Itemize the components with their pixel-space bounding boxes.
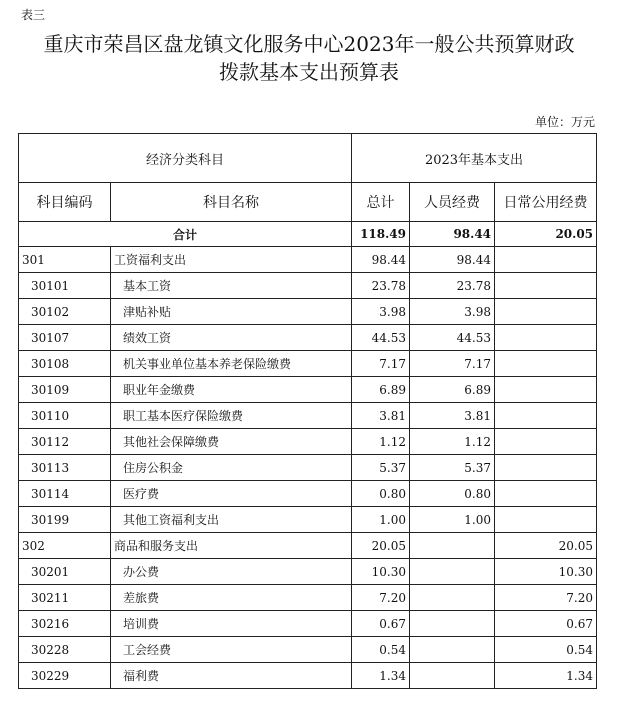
header-name: 科目名称	[111, 183, 352, 222]
cell-public: 0.67	[495, 611, 597, 637]
cell-code: 30107	[19, 325, 111, 351]
cell-personnel: 44.53	[410, 325, 495, 351]
cell-total: 0.80	[352, 481, 410, 507]
cell-total: 1.34	[352, 663, 410, 689]
cell-public: 10.30	[495, 559, 597, 585]
cell-public: 0.54	[495, 637, 597, 663]
header-code: 科目编码	[19, 183, 111, 222]
table-row	[19, 585, 597, 611]
cell-name: 基本工资	[111, 273, 352, 299]
cell-name: 绩效工资	[111, 325, 352, 351]
cell-total: 1.00	[352, 507, 410, 533]
cell-personnel: 7.17	[410, 351, 495, 377]
cell-public	[495, 507, 597, 533]
header-personnel: 人员经费	[410, 183, 495, 222]
cell-public	[495, 481, 597, 507]
table-row	[19, 637, 597, 663]
cell-name: 职工基本医疗保险缴费	[111, 403, 352, 429]
cell-total: 1.12	[352, 429, 410, 455]
cell-public	[495, 273, 597, 299]
cell-personnel: 5.37	[410, 455, 495, 481]
cell-code: 302	[19, 533, 111, 559]
cell-name: 机关事业单位基本养老保险缴费	[111, 351, 352, 377]
table-row	[19, 273, 597, 299]
cell-name: 津贴补贴	[111, 299, 352, 325]
cell-public	[495, 455, 597, 481]
cell-personnel: 3.98	[410, 299, 495, 325]
cell-code: 30112	[19, 429, 111, 455]
header-year-expenditure: 2023年基本支出	[352, 134, 597, 183]
table-row	[19, 611, 597, 637]
budget-table	[18, 133, 597, 689]
cell-personnel	[410, 533, 495, 559]
header-total: 总计	[352, 183, 410, 222]
cell-name: 培训费	[111, 611, 352, 637]
cell-code: 30102	[19, 299, 111, 325]
total-public: 20.05	[495, 222, 597, 247]
cell-code: 30216	[19, 611, 111, 637]
cell-name: 医疗费	[111, 481, 352, 507]
title-line-1: 重庆市荣昌区盘龙镇文化服务中心2023年一般公共预算财政	[43, 32, 575, 56]
cell-total: 0.54	[352, 637, 410, 663]
cell-total: 23.78	[352, 273, 410, 299]
table-row	[19, 429, 597, 455]
cell-total: 3.81	[352, 403, 410, 429]
table-row	[19, 325, 597, 351]
cell-public	[495, 429, 597, 455]
cell-public	[495, 247, 597, 273]
title-line-2: 拨款基本支出预算表	[219, 60, 399, 84]
cell-personnel: 1.00	[410, 507, 495, 533]
cell-name: 工会经费	[111, 637, 352, 663]
table-row	[19, 663, 597, 689]
cell-public: 7.20	[495, 585, 597, 611]
cell-personnel: 0.80	[410, 481, 495, 507]
cell-total: 98.44	[352, 247, 410, 273]
cell-personnel	[410, 611, 495, 637]
table-row	[19, 533, 597, 559]
cell-name: 工资福利支出	[111, 247, 352, 273]
cell-name: 商品和服务支出	[111, 533, 352, 559]
table-row	[19, 481, 597, 507]
cell-public	[495, 377, 597, 403]
header-row-1	[19, 134, 597, 183]
table-row	[19, 247, 597, 273]
cell-public	[495, 299, 597, 325]
cell-total: 44.53	[352, 325, 410, 351]
cell-name: 办公费	[111, 559, 352, 585]
cell-public: 20.05	[495, 533, 597, 559]
total-total: 118.49	[352, 222, 410, 247]
cell-personnel: 98.44	[410, 247, 495, 273]
cell-personnel	[410, 559, 495, 585]
cell-personnel	[410, 637, 495, 663]
total-label: 合计	[19, 222, 352, 247]
cell-personnel: 6.89	[410, 377, 495, 403]
cell-code: 30229	[19, 663, 111, 689]
cell-public	[495, 403, 597, 429]
cell-code: 30113	[19, 455, 111, 481]
cell-name: 职业年金缴费	[111, 377, 352, 403]
page-title	[0, 30, 618, 86]
cell-code: 30114	[19, 481, 111, 507]
cell-total: 6.89	[352, 377, 410, 403]
header-public: 日常公用经费	[495, 183, 597, 222]
total-personnel: 98.44	[410, 222, 495, 247]
table-tag: 表三	[21, 8, 46, 22]
cell-total: 7.20	[352, 585, 410, 611]
cell-total: 0.67	[352, 611, 410, 637]
table-row	[19, 351, 597, 377]
header-row-2	[19, 183, 597, 222]
cell-public	[495, 351, 597, 377]
cell-name: 其他社会保障缴费	[111, 429, 352, 455]
total-row	[19, 222, 597, 247]
cell-public: 1.34	[495, 663, 597, 689]
table-row	[19, 507, 597, 533]
cell-public	[495, 325, 597, 351]
cell-code: 30101	[19, 273, 111, 299]
cell-name: 差旅费	[111, 585, 352, 611]
cell-name: 住房公积金	[111, 455, 352, 481]
table-row	[19, 299, 597, 325]
cell-total: 10.30	[352, 559, 410, 585]
cell-personnel: 1.12	[410, 429, 495, 455]
cell-code: 30108	[19, 351, 111, 377]
cell-total: 7.17	[352, 351, 410, 377]
table-row	[19, 377, 597, 403]
cell-name: 福利费	[111, 663, 352, 689]
cell-code: 30199	[19, 507, 111, 533]
cell-personnel	[410, 585, 495, 611]
cell-code: 30211	[19, 585, 111, 611]
cell-personnel: 23.78	[410, 273, 495, 299]
cell-code: 30109	[19, 377, 111, 403]
cell-code: 30110	[19, 403, 111, 429]
cell-total: 20.05	[352, 533, 410, 559]
cell-code: 30201	[19, 559, 111, 585]
header-econ-category: 经济分类科目	[19, 134, 352, 183]
cell-name: 其他工资福利支出	[111, 507, 352, 533]
unit-label: 单位：万元	[534, 115, 595, 129]
table-row	[19, 403, 597, 429]
cell-personnel: 3.81	[410, 403, 495, 429]
table-row	[19, 455, 597, 481]
cell-total: 3.98	[352, 299, 410, 325]
cell-personnel	[410, 663, 495, 689]
cell-code: 30228	[19, 637, 111, 663]
cell-total: 5.37	[352, 455, 410, 481]
table-row	[19, 559, 597, 585]
cell-code: 301	[19, 247, 111, 273]
